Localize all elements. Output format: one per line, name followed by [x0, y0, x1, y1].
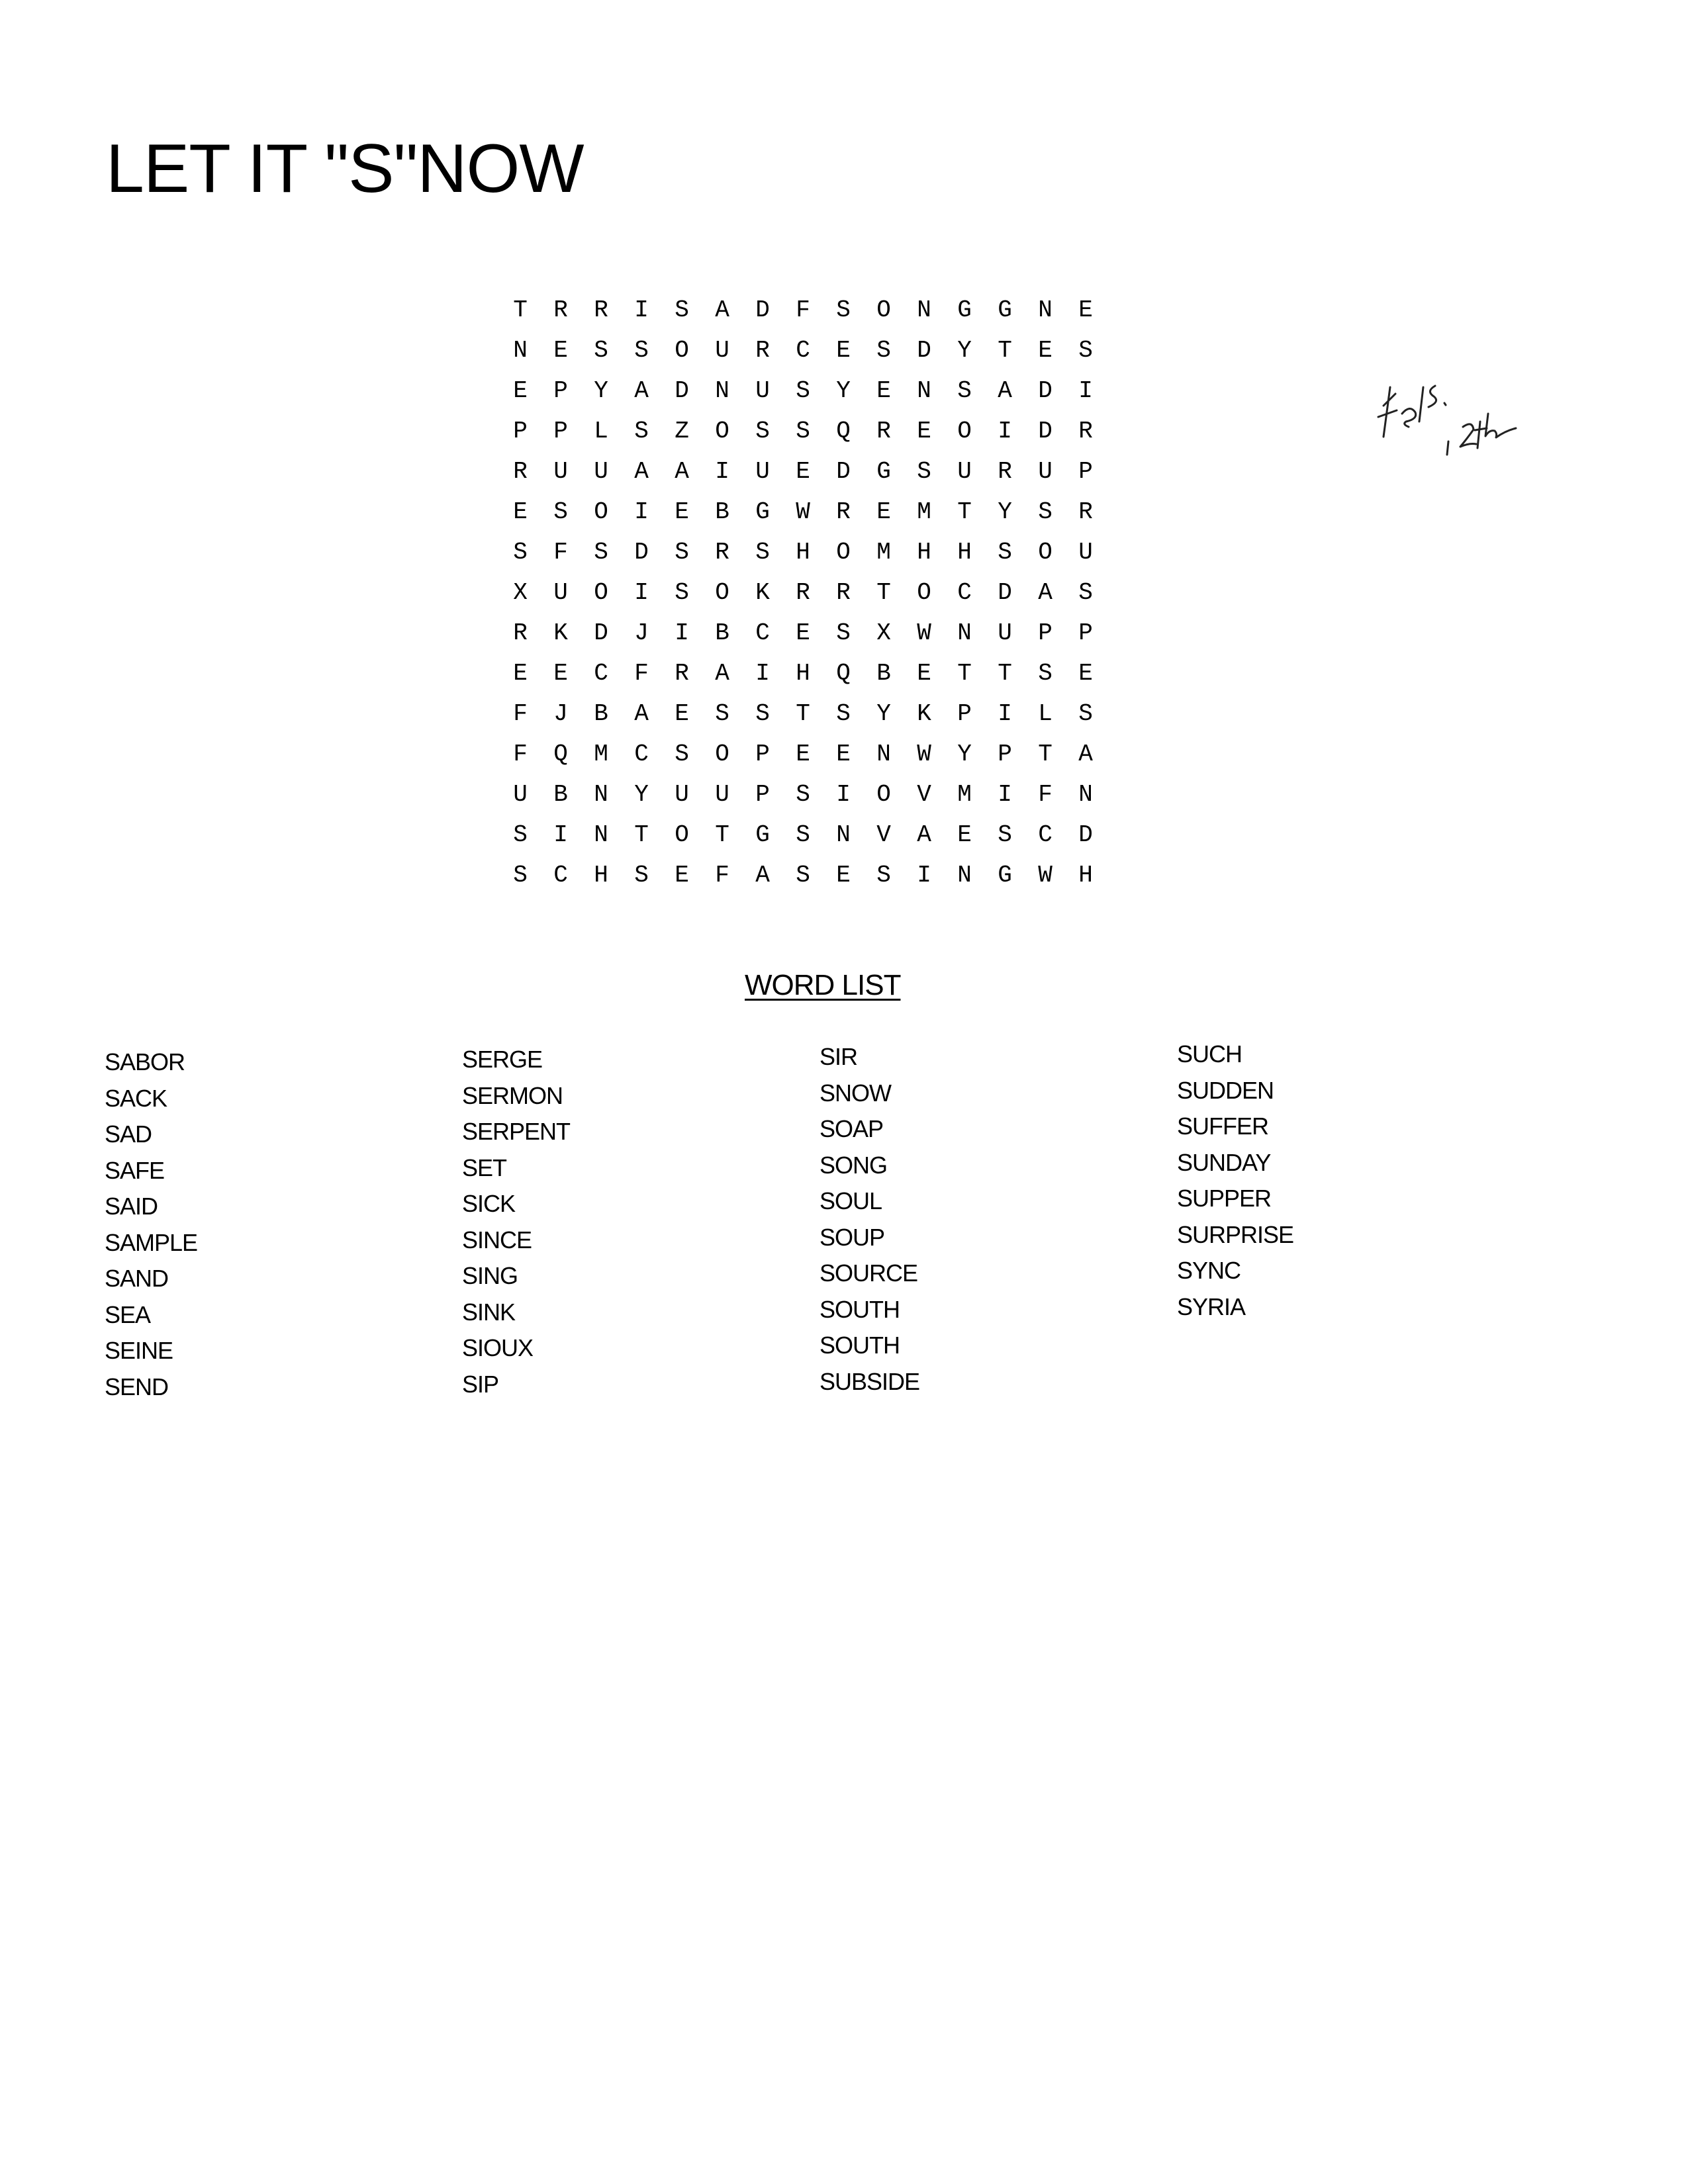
grid-letter: D: [1078, 821, 1093, 848]
grid-row: [513, 653, 1126, 694]
grid-letter: S: [513, 821, 528, 848]
word-list-item: SOURCE: [820, 1259, 918, 1287]
grid-letter: S: [796, 418, 810, 445]
grid-letter: E: [836, 741, 851, 768]
grid-letter: I: [998, 418, 1012, 445]
word-list-item: SIR: [820, 1043, 858, 1070]
word-list-item: SICK: [462, 1190, 516, 1217]
grid-letter: G: [755, 821, 770, 848]
grid-letter: S: [836, 619, 851, 647]
grid-letter: O: [594, 498, 608, 525]
grid-letter: N: [836, 821, 851, 848]
word-list-item: SERGE: [462, 1046, 543, 1073]
grid-letter: U: [755, 377, 770, 404]
grid-letter: S: [675, 579, 689, 606]
grid-letter: S: [836, 296, 851, 324]
grid-letter: R: [876, 418, 891, 445]
grid-letter: N: [715, 377, 729, 404]
grid-letter: S: [836, 700, 851, 727]
grid-letter: Y: [998, 498, 1012, 525]
grid-letter: N: [917, 377, 931, 404]
grid-letter: Q: [553, 741, 568, 768]
grid-letter: W: [796, 498, 810, 525]
grid-letter: U: [755, 458, 770, 485]
grid-letter: O: [675, 337, 689, 364]
grid-letter: A: [1038, 579, 1053, 606]
grid-letter: I: [675, 619, 689, 647]
grid-letter: P: [998, 741, 1012, 768]
grid-letter: P: [1038, 619, 1053, 647]
grid-letter: S: [1078, 579, 1093, 606]
grid-letter: S: [755, 418, 770, 445]
grid-letter: A: [634, 377, 649, 404]
word-list-item: SEA: [105, 1300, 151, 1328]
word-list-item: SACK: [105, 1084, 167, 1112]
grid-letter: U: [957, 458, 972, 485]
grid-letter: R: [1078, 498, 1093, 525]
grid-letter: D: [594, 619, 608, 647]
word-list-item: SAND: [105, 1265, 169, 1292]
grid-letter: P: [1078, 458, 1093, 485]
grid-letter: F: [715, 862, 729, 889]
word-list-item: SINCE: [462, 1226, 532, 1253]
grid-letter: P: [755, 741, 770, 768]
grid-letter: A: [634, 458, 649, 485]
grid-letter: K: [917, 700, 931, 727]
grid-letter: C: [957, 579, 972, 606]
grid-letter: O: [1038, 539, 1053, 566]
grid-letter: U: [513, 781, 528, 808]
grid-letter: U: [1038, 458, 1053, 485]
word-list-item: SABOR: [105, 1048, 185, 1075]
word-list-item: SNOW: [820, 1079, 891, 1107]
grid-letter: P: [957, 700, 972, 727]
word-list-column-1: [105, 1044, 422, 1405]
grid-letter: T: [957, 498, 972, 525]
grid-letter: O: [594, 579, 608, 606]
grid-letter: N: [594, 821, 608, 848]
grid-letter: S: [553, 498, 568, 525]
grid-letter: N: [917, 296, 931, 324]
grid-letter: Q: [836, 418, 851, 445]
word-list-column-3: [820, 1039, 1137, 1400]
grid-letter: N: [1078, 781, 1093, 808]
word-list-item: SEINE: [105, 1337, 173, 1364]
grid-letter: B: [594, 700, 608, 727]
grid-row: [513, 532, 1126, 572]
grid-letter: C: [755, 619, 770, 647]
word-list-item: SUDDEN: [1177, 1076, 1274, 1104]
grid-letter: R: [755, 337, 770, 364]
grid-letter: S: [1078, 700, 1093, 727]
grid-letter: N: [594, 781, 608, 808]
word-list-item: SEND: [105, 1373, 169, 1400]
grid-letter: Q: [836, 660, 851, 687]
grid-letter: E: [957, 821, 972, 848]
grid-letter: C: [594, 660, 608, 687]
grid-letter: E: [917, 418, 931, 445]
grid-letter: I: [634, 296, 649, 324]
grid-letter: A: [715, 296, 729, 324]
grid-letter: S: [675, 296, 689, 324]
grid-letter: S: [998, 821, 1012, 848]
grid-letter: I: [836, 781, 851, 808]
grid-letter: C: [634, 741, 649, 768]
grid-letter: T: [998, 660, 1012, 687]
grid-letter: T: [513, 296, 528, 324]
grid-letter: L: [1038, 700, 1053, 727]
grid-letter: Y: [634, 781, 649, 808]
word-list-item: SOUTH: [820, 1332, 900, 1359]
grid-letter: W: [917, 619, 931, 647]
grid-letter: R: [715, 539, 729, 566]
grid-row: [513, 855, 1126, 895]
grid-letter: S: [1038, 498, 1053, 525]
grid-letter: U: [553, 579, 568, 606]
grid-row: [513, 290, 1126, 330]
grid-letter: I: [715, 458, 729, 485]
grid-letter: S: [957, 377, 972, 404]
grid-letter: B: [553, 781, 568, 808]
grid-letter: O: [917, 579, 931, 606]
word-list-item: SUPPER: [1177, 1185, 1272, 1212]
word-list-item: SOUP: [820, 1223, 885, 1251]
grid-letter: E: [513, 660, 528, 687]
grid-letter: E: [1038, 337, 1053, 364]
grid-letter: E: [796, 458, 810, 485]
word-list-item: SOUTH: [820, 1295, 900, 1323]
grid-letter: A: [1078, 741, 1093, 768]
grid-row: [513, 572, 1126, 613]
grid-letter: I: [634, 498, 649, 525]
grid-letter: S: [998, 539, 1012, 566]
grid-letter: E: [876, 377, 891, 404]
grid-letter: R: [513, 619, 528, 647]
grid-letter: M: [594, 741, 608, 768]
word-list-heading: WORD LIST: [745, 969, 901, 1001]
grid-letter: I: [1078, 377, 1093, 404]
grid-letter: T: [796, 700, 810, 727]
grid-letter: T: [1038, 741, 1053, 768]
grid-letter: Y: [876, 700, 891, 727]
grid-letter: G: [755, 498, 770, 525]
grid-letter: F: [553, 539, 568, 566]
grid-letter: S: [755, 539, 770, 566]
word-search-grid: [513, 290, 1126, 895]
grid-letter: C: [796, 337, 810, 364]
word-list-item: SERMON: [462, 1081, 563, 1109]
grid-letter: I: [917, 862, 931, 889]
grid-letter: E: [796, 741, 810, 768]
grid-letter: A: [755, 862, 770, 889]
grid-letter: F: [796, 296, 810, 324]
grid-letter: D: [1038, 377, 1053, 404]
grid-letter: F: [513, 700, 528, 727]
grid-letter: S: [876, 337, 891, 364]
grid-letter: N: [957, 619, 972, 647]
grid-letter: S: [634, 862, 649, 889]
word-list-item: SURPRISE: [1177, 1220, 1294, 1248]
grid-letter: H: [594, 862, 608, 889]
grid-letter: S: [634, 418, 649, 445]
grid-letter: K: [755, 579, 770, 606]
grid-letter: R: [675, 660, 689, 687]
grid-letter: D: [755, 296, 770, 324]
grid-row: [513, 734, 1126, 774]
grid-letter: S: [594, 337, 608, 364]
grid-letter: O: [715, 741, 729, 768]
grid-letter: P: [513, 418, 528, 445]
word-list-item: SET: [462, 1154, 507, 1181]
grid-letter: V: [876, 821, 891, 848]
grid-letter: A: [917, 821, 931, 848]
grid-letter: A: [998, 377, 1012, 404]
grid-letter: I: [553, 821, 568, 848]
word-list-column-4: [1177, 1036, 1495, 1325]
grid-letter: U: [1078, 539, 1093, 566]
grid-letter: U: [675, 781, 689, 808]
grid-letter: O: [876, 781, 891, 808]
grid-letter: E: [513, 377, 528, 404]
grid-letter: I: [998, 781, 1012, 808]
handwritten-date-annotation: [1364, 367, 1562, 480]
grid-letter: E: [553, 337, 568, 364]
word-list-item: SONG: [820, 1151, 888, 1179]
word-list-item: SING: [462, 1262, 518, 1289]
grid-letter: S: [1078, 337, 1093, 364]
grid-letter: D: [634, 539, 649, 566]
grid-letter: S: [513, 539, 528, 566]
grid-letter: C: [1038, 821, 1053, 848]
word-list-item: SERPENT: [462, 1118, 571, 1145]
grid-letter: U: [553, 458, 568, 485]
grid-row: [513, 371, 1126, 411]
grid-letter: O: [957, 418, 972, 445]
word-list-item: SYNC: [1177, 1257, 1241, 1284]
grid-letter: E: [675, 862, 689, 889]
grid-letter: O: [715, 579, 729, 606]
word-list-item: SOUL: [820, 1187, 882, 1214]
grid-letter: T: [998, 337, 1012, 364]
grid-letter: E: [1078, 296, 1093, 324]
grid-letter: O: [836, 539, 851, 566]
grid-letter: A: [675, 458, 689, 485]
grid-letter: T: [715, 821, 729, 848]
grid-letter: G: [998, 296, 1012, 324]
grid-letter: F: [1038, 781, 1053, 808]
grid-letter: A: [715, 660, 729, 687]
grid-letter: X: [513, 579, 528, 606]
grid-letter: C: [553, 862, 568, 889]
grid-letter: L: [594, 418, 608, 445]
word-list-item: SYRIA: [1177, 1293, 1246, 1320]
grid-letter: E: [917, 660, 931, 687]
grid-letter: S: [594, 539, 608, 566]
grid-letter: T: [876, 579, 891, 606]
grid-letter: D: [998, 579, 1012, 606]
grid-letter: E: [836, 862, 851, 889]
grid-row: [513, 330, 1126, 371]
grid-letter: J: [634, 619, 649, 647]
grid-letter: G: [998, 862, 1012, 889]
grid-letter: K: [553, 619, 568, 647]
grid-letter: O: [675, 821, 689, 848]
grid-letter: E: [836, 337, 851, 364]
word-list-item: SIOUX: [462, 1334, 534, 1361]
grid-letter: H: [917, 539, 931, 566]
grid-letter: P: [553, 377, 568, 404]
grid-letter: G: [876, 458, 891, 485]
grid-letter: S: [1038, 660, 1053, 687]
grid-letter: Y: [594, 377, 608, 404]
word-list-item: SAFE: [105, 1156, 165, 1184]
grid-letter: D: [836, 458, 851, 485]
grid-letter: R: [998, 458, 1012, 485]
grid-letter: S: [796, 781, 810, 808]
grid-letter: W: [917, 741, 931, 768]
grid-letter: S: [634, 337, 649, 364]
grid-letter: R: [796, 579, 810, 606]
grid-letter: S: [796, 862, 810, 889]
grid-letter: T: [957, 660, 972, 687]
grid-letter: E: [513, 498, 528, 525]
grid-letter: Z: [675, 418, 689, 445]
word-list-item: SUFFER: [1177, 1113, 1268, 1140]
grid-letter: S: [796, 377, 810, 404]
word-list-item: SUNDAY: [1177, 1148, 1271, 1176]
grid-row: [513, 613, 1126, 653]
grid-letter: E: [796, 619, 810, 647]
grid-letter: D: [1038, 418, 1053, 445]
grid-letter: N: [1038, 296, 1053, 324]
grid-letter: P: [755, 781, 770, 808]
grid-letter: U: [715, 337, 729, 364]
grid-letter: U: [998, 619, 1012, 647]
grid-letter: W: [1038, 862, 1053, 889]
grid-letter: S: [513, 862, 528, 889]
grid-letter: S: [796, 821, 810, 848]
grid-letter: I: [998, 700, 1012, 727]
grid-letter: E: [675, 700, 689, 727]
word-list-item: SUCH: [1177, 1040, 1243, 1068]
grid-letter: D: [675, 377, 689, 404]
grid-letter: E: [1078, 660, 1093, 687]
grid-letter: U: [594, 458, 608, 485]
grid-letter: J: [553, 700, 568, 727]
grid-letter: B: [715, 619, 729, 647]
grid-row: [513, 815, 1126, 855]
grid-row: [513, 492, 1126, 532]
grid-letter: Y: [957, 741, 972, 768]
grid-letter: Y: [957, 337, 972, 364]
grid-letter: S: [876, 862, 891, 889]
word-list-item: SINK: [462, 1298, 516, 1326]
word-list-item: SIP: [462, 1370, 499, 1398]
grid-letter: E: [553, 660, 568, 687]
grid-letter: V: [917, 781, 931, 808]
grid-letter: X: [876, 619, 891, 647]
grid-letter: H: [957, 539, 972, 566]
grid-letter: O: [876, 296, 891, 324]
grid-letter: M: [876, 539, 891, 566]
grid-letter: S: [755, 700, 770, 727]
word-list-item: SAID: [105, 1193, 158, 1220]
grid-letter: H: [796, 539, 810, 566]
grid-letter: P: [553, 418, 568, 445]
grid-letter: H: [796, 660, 810, 687]
grid-letter: N: [876, 741, 891, 768]
grid-letter: R: [1078, 418, 1093, 445]
grid-letter: M: [957, 781, 972, 808]
grid-letter: D: [917, 337, 931, 364]
grid-letter: E: [876, 498, 891, 525]
grid-letter: F: [513, 741, 528, 768]
grid-letter: R: [836, 579, 851, 606]
grid-letter: M: [917, 498, 931, 525]
word-list-item: SAD: [105, 1120, 152, 1148]
grid-letter: S: [715, 700, 729, 727]
grid-letter: I: [755, 660, 770, 687]
grid-letter: N: [513, 337, 528, 364]
grid-letter: U: [715, 781, 729, 808]
grid-letter: R: [553, 296, 568, 324]
word-list-column-2: [462, 1042, 780, 1402]
grid-row: [513, 411, 1126, 451]
grid-letter: F: [634, 660, 649, 687]
grid-letter: S: [675, 741, 689, 768]
page-title: LET IT "S"NOW: [106, 130, 584, 207]
grid-letter: O: [715, 418, 729, 445]
grid-letter: S: [675, 539, 689, 566]
word-list-item: SUBSIDE: [820, 1367, 920, 1395]
word-list-item: SOAP: [820, 1115, 884, 1142]
word-list-item: SAMPLE: [105, 1228, 198, 1256]
grid-row: [513, 451, 1126, 492]
grid-letter: H: [1078, 862, 1093, 889]
grid-letter: N: [957, 862, 972, 889]
grid-letter: Y: [836, 377, 851, 404]
grid-letter: P: [1078, 619, 1093, 647]
grid-letter: A: [634, 700, 649, 727]
grid-letter: E: [675, 498, 689, 525]
grid-letter: R: [513, 458, 528, 485]
grid-row: [513, 694, 1126, 734]
grid-letter: I: [634, 579, 649, 606]
grid-letter: B: [715, 498, 729, 525]
grid-letter: R: [836, 498, 851, 525]
grid-letter: T: [634, 821, 649, 848]
grid-letter: B: [876, 660, 891, 687]
grid-row: [513, 774, 1126, 815]
grid-letter: R: [594, 296, 608, 324]
grid-letter: S: [917, 458, 931, 485]
grid-letter: G: [957, 296, 972, 324]
